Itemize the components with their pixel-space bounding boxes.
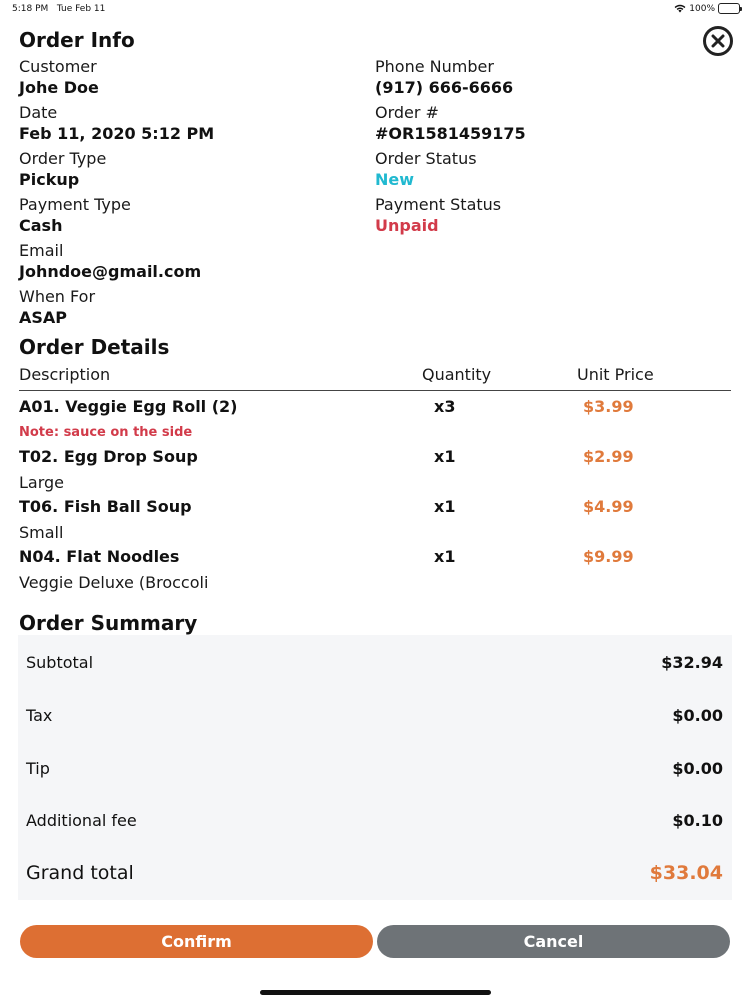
info-value: Pickup xyxy=(19,170,80,189)
summary-value: $0.00 xyxy=(672,705,723,725)
close-button[interactable] xyxy=(703,26,733,56)
summary-label: Tip xyxy=(26,758,50,778)
column-unit-price: Unit Price xyxy=(577,365,654,384)
list-item xyxy=(19,445,731,495)
summary-additional-fee xyxy=(26,805,723,835)
info-label: Payment Status xyxy=(375,195,502,214)
order-info-title: Order Info xyxy=(19,28,135,52)
info-payment-status xyxy=(375,195,731,241)
item-quantity: x3 xyxy=(434,397,456,416)
info-label: Order # xyxy=(375,103,439,122)
summary-label: Grand total xyxy=(26,862,134,884)
info-label: Payment Type xyxy=(19,195,131,214)
info-order-type xyxy=(19,149,375,195)
status-right xyxy=(674,3,740,14)
item-name: A01. Veggie Egg Roll (2) xyxy=(19,397,238,416)
status-clock: 5:18 PM xyxy=(12,4,49,14)
info-phone xyxy=(375,57,731,103)
order-details-title: Order Details xyxy=(19,335,170,359)
summary-tip xyxy=(26,753,723,783)
column-quantity: Quantity xyxy=(422,365,492,384)
payment-status-badge: Unpaid xyxy=(375,216,439,235)
summary-label: Additional fee xyxy=(26,810,137,830)
status-time xyxy=(12,4,105,14)
info-label: Order Type xyxy=(19,149,107,168)
item-option: Small xyxy=(19,523,64,542)
status-date: Tue Feb 11 xyxy=(56,4,106,14)
item-option: Veggie Deluxe (Broccoli xyxy=(19,573,209,592)
details-table-header xyxy=(19,365,731,391)
info-label: Email xyxy=(19,241,64,260)
summary-tax xyxy=(26,700,723,730)
info-value: Johndoe@gmail.com xyxy=(19,262,202,281)
info-value: Feb 11, 2020 5:12 PM xyxy=(19,124,215,143)
info-order-number xyxy=(375,103,731,149)
item-quantity: x1 xyxy=(434,497,456,516)
info-value: Cash xyxy=(19,216,63,235)
info-label: Date xyxy=(19,103,58,122)
info-label: Customer xyxy=(19,57,97,76)
item-note: Note: sauce on the side xyxy=(19,425,193,440)
order-summary-title: Order Summary xyxy=(19,611,198,635)
info-value: ASAP xyxy=(19,308,68,327)
summary-label: Subtotal xyxy=(26,652,94,672)
list-item xyxy=(19,495,731,545)
order-items-list xyxy=(19,395,731,595)
summary-subtotal xyxy=(26,647,723,677)
wifi-icon xyxy=(674,4,686,13)
order-summary-panel xyxy=(18,635,732,900)
item-quantity: x1 xyxy=(434,547,456,566)
battery-percent: 100% xyxy=(689,3,715,14)
list-item xyxy=(19,395,731,445)
battery-icon xyxy=(718,3,740,14)
grand-total-value: $33.04 xyxy=(649,862,723,884)
info-label: When For xyxy=(19,287,96,306)
item-name: T06. Fish Ball Soup xyxy=(19,497,192,516)
info-payment-type xyxy=(19,195,375,241)
item-quantity: x1 xyxy=(434,447,456,466)
item-name: T02. Egg Drop Soup xyxy=(19,447,198,466)
info-order-status xyxy=(375,149,731,195)
status-bar xyxy=(0,0,750,20)
summary-grand-total xyxy=(26,858,723,888)
summary-value: $0.00 xyxy=(672,758,723,778)
item-price: $9.99 xyxy=(583,547,634,566)
confirm-button[interactable]: Confirm xyxy=(20,925,373,958)
item-price: $3.99 xyxy=(583,397,634,416)
home-indicator[interactable] xyxy=(260,990,491,995)
info-customer xyxy=(19,57,375,103)
info-placeholder xyxy=(375,241,731,287)
item-price: $4.99 xyxy=(583,497,634,516)
summary-value: $32.94 xyxy=(661,652,723,672)
info-value: #OR1581459175 xyxy=(375,124,526,143)
info-when-for xyxy=(19,287,375,333)
summary-value: $0.10 xyxy=(672,810,723,830)
list-item xyxy=(19,545,731,595)
info-value: (917) 666-6666 xyxy=(375,78,514,97)
column-description: Description xyxy=(19,365,111,384)
item-name: N04. Flat Noodles xyxy=(19,547,180,566)
info-label: Order Status xyxy=(375,149,477,168)
close-icon xyxy=(711,34,725,48)
item-option: Large xyxy=(19,473,65,492)
info-value: Johe Doe xyxy=(19,78,99,97)
summary-label: Tax xyxy=(26,705,53,725)
item-price: $2.99 xyxy=(583,447,634,466)
order-info-grid xyxy=(19,57,731,333)
info-email xyxy=(19,241,375,287)
cancel-button[interactable]: Cancel xyxy=(377,925,730,958)
order-status-badge: New xyxy=(375,170,415,189)
info-date xyxy=(19,103,375,149)
info-label: Phone Number xyxy=(375,57,494,76)
